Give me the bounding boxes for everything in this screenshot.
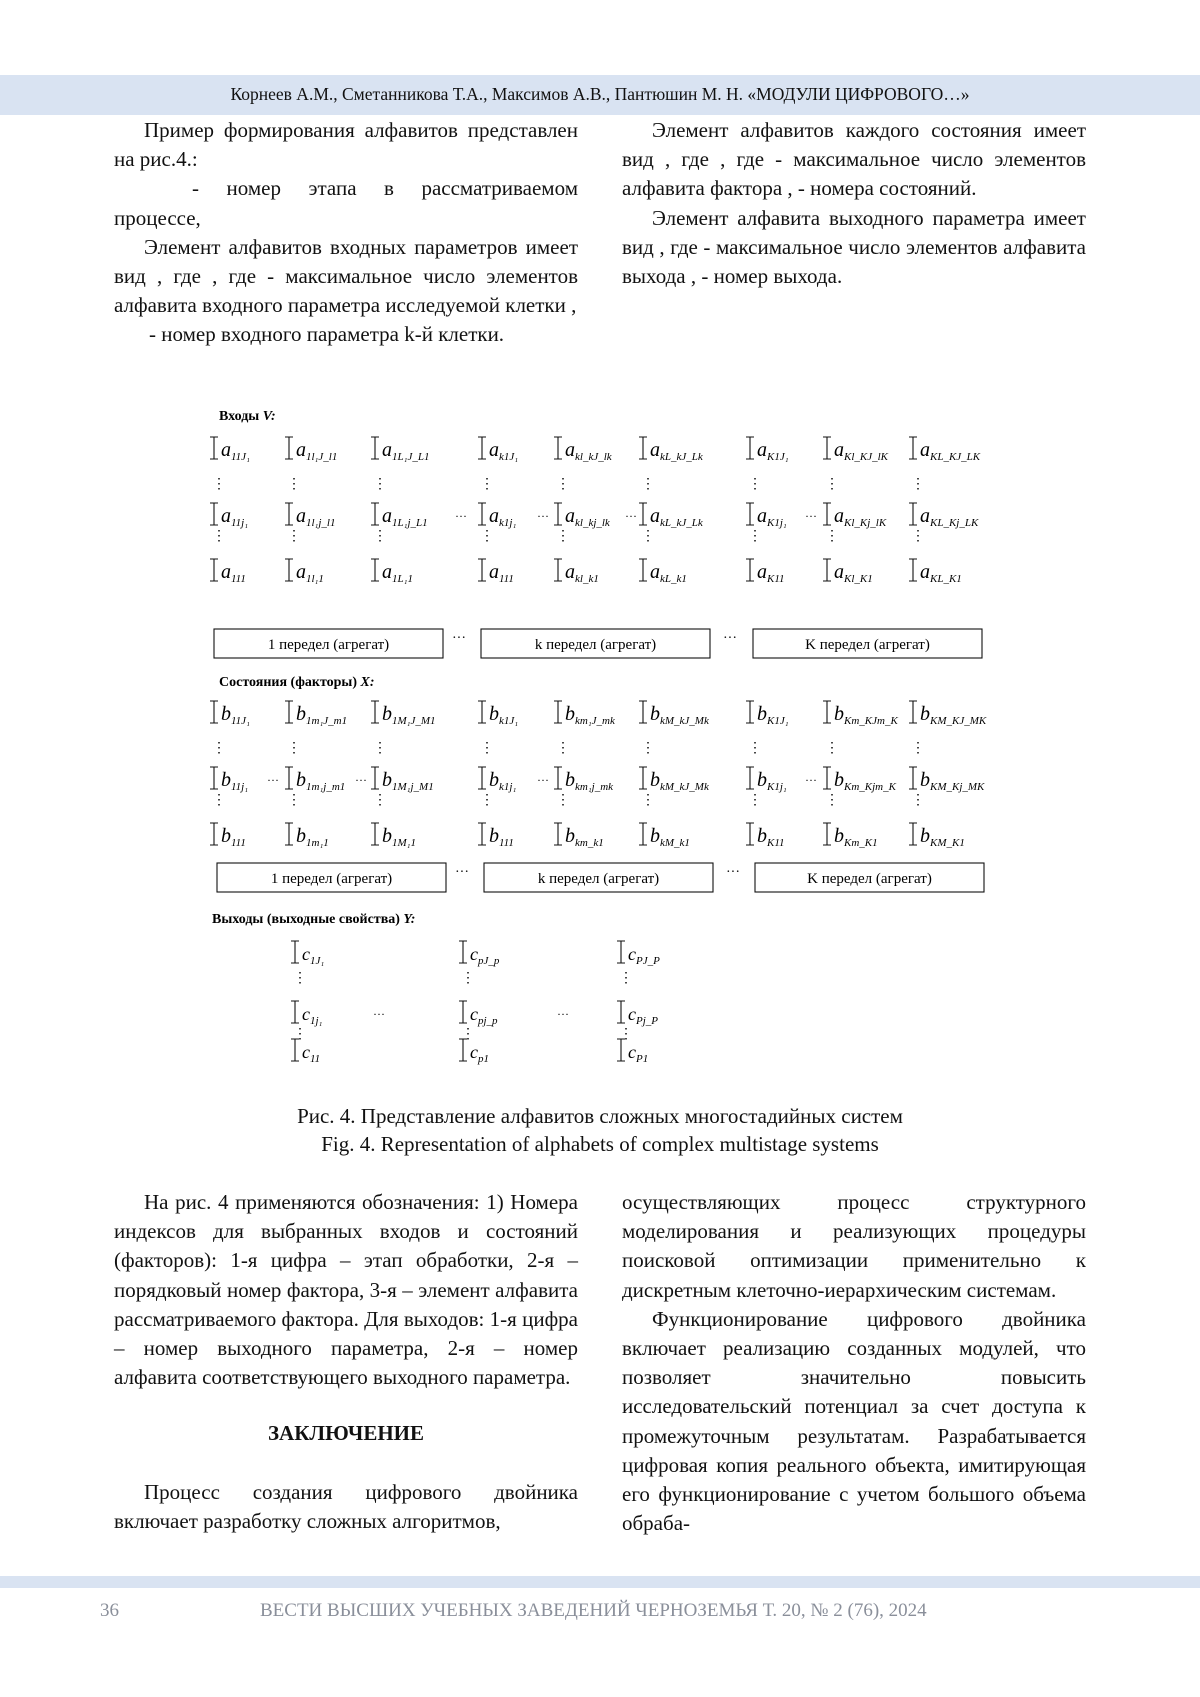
- bracket-mark: [459, 1039, 467, 1061]
- alphabet-element: $a_{kl\_kJ\_lk}$: [565, 439, 612, 463]
- vertical-dots: ⋮: [373, 741, 387, 756]
- bracket-mark: [823, 823, 831, 845]
- bracket-mark: [285, 767, 293, 789]
- alphabet-element: $a_{Kl\_Kj\_lK}$: [834, 505, 887, 529]
- vertical-dots: ⋮: [212, 741, 226, 756]
- vertical-dots: ⋮: [825, 793, 839, 808]
- bracket-mark: [371, 767, 379, 789]
- paragraph: Элемент алфавитов каждого состояния имеет вид , где , где - максимальное число элементов алфавита фактора , - номера состояний.: [622, 118, 1086, 201]
- figure-caption-ru: Рис. 4. Представление алфавитов сложных многостадийных систем: [297, 1104, 903, 1128]
- paragraph: осуществляющих процесс структурного моделирования и реализующих процедуры поисковой оптимизации применительно к дискретным клеточно-иерархическим системам.: [622, 1190, 1086, 1302]
- paragraph: Элемент алфавитов входных параметров имеет вид , где , где - максимальное число элементов алфавита входного параметра исследуемой клетки ,: [114, 234, 578, 318]
- stage-label: 1 передел (агрегат): [270, 871, 393, 887]
- bracket-mark: [823, 437, 831, 459]
- alphabet-element: $b_{KM\_Kj\_MK}$: [920, 769, 985, 793]
- alphabet-element: $b_{Km\_K1}$: [834, 825, 878, 849]
- vertical-dots: ⋮: [461, 1027, 475, 1042]
- vertical-dots: ⋮: [480, 477, 494, 492]
- vertical-dots: ⋮: [641, 793, 655, 808]
- bracket-mark: [554, 701, 562, 723]
- vertical-dots: ⋮: [619, 971, 633, 986]
- bracket-mark: [285, 701, 293, 723]
- bracket-mark: [909, 559, 917, 581]
- horizontal-dots: ···: [537, 773, 549, 787]
- bracket-mark: [639, 559, 647, 581]
- bracket-mark: [639, 701, 647, 723]
- alphabet-element: $a_{k1j_1}$: [489, 505, 517, 529]
- alphabet-element: $a_{kl\_kj\_lk}$: [565, 505, 610, 529]
- alphabet-element: $b_{km\_k1}$: [565, 825, 604, 849]
- bracket-mark: [371, 823, 379, 845]
- alphabet-element: $a_{1l_11}$: [296, 561, 324, 585]
- bracket-mark: [210, 767, 218, 789]
- bracket-mark: [210, 437, 218, 459]
- bracket-mark: [639, 767, 647, 789]
- alphabet-element: $a_{1l_1j\_l1}$: [296, 505, 336, 529]
- bracket-mark: [909, 767, 917, 789]
- alphabet-element: $a_{kL\_kJ\_Lk}$: [650, 439, 703, 463]
- inputs-title: Входы V:: [219, 409, 276, 424]
- horizontal-dots: ···: [625, 509, 637, 523]
- bracket-mark: [746, 823, 754, 845]
- bracket-mark: [210, 701, 218, 723]
- bracket-mark: [746, 503, 754, 525]
- alphabet-element: $a_{11J_1}$: [221, 439, 250, 463]
- vertical-dots: ⋮: [911, 477, 925, 492]
- alphabet-element: $c_{PJ\_P}$: [628, 944, 660, 967]
- bracket-mark: [285, 559, 293, 581]
- alphabet-element: $a_{kl\_k1}$: [565, 561, 599, 585]
- bracket-mark: [554, 823, 562, 845]
- stage-label: K передел (агрегат): [805, 637, 930, 653]
- bracket-mark: [746, 767, 754, 789]
- alphabet-element: $b_{KM\_K1}$: [920, 825, 965, 849]
- paragraph: На рис. 4 применяются обозначения: 1) Номера индексов для выбранных входов и состояний (факторов): 1-я цифра – этап обработки, 2-я – порядковый номер фактора, 3-я – элемент алфавита рассматриваемого фактора. Для выходов: 1-я цифра – номер выходного параметра, 2-я – номер алфавита соответствующего выходного параметра.: [114, 1190, 578, 1390]
- stage-ellipsis: ···: [455, 865, 469, 880]
- alphabet-element: $a_{K1J_1}$: [757, 439, 789, 463]
- stage-label: k передел (агрегат): [537, 871, 660, 887]
- bracket-mark: [478, 559, 486, 581]
- bracket-mark: [823, 503, 831, 525]
- bracket-mark: [478, 437, 486, 459]
- bracket-mark: [478, 503, 486, 525]
- horizontal-dots: ···: [557, 1007, 569, 1021]
- vertical-dots: ⋮: [825, 741, 839, 756]
- page-number: 36: [100, 1600, 119, 1621]
- bracket-mark: [459, 1001, 467, 1023]
- alphabet-element: $b_{kM\_kJ\_Mk}$: [650, 703, 709, 727]
- vertical-dots: ⋮: [911, 793, 925, 808]
- alphabet-element: $a_{1l_1J\_l1}$: [296, 439, 338, 463]
- vertical-dots: ⋮: [911, 741, 925, 756]
- bracket-mark: [746, 437, 754, 459]
- paragraph: Элемент алфавита выходного параметра имеет вид , где - максимальное число элементов алфавита выхода , - номер выхода.: [622, 205, 1086, 289]
- horizontal-dots: ···: [805, 773, 817, 787]
- vertical-dots: ⋮: [619, 1027, 633, 1042]
- alphabet-element: $a_{K11}$: [757, 561, 785, 585]
- bracket-mark: [617, 1039, 625, 1061]
- outputs-title: Выходы (выходные свойства) Y:: [212, 912, 416, 927]
- top-left-column: [114, 116, 578, 350]
- bracket-mark: [746, 701, 754, 723]
- vertical-dots: ⋮: [287, 529, 301, 544]
- alphabet-element: $a_{Kl\_K1}$: [834, 561, 873, 585]
- bracket-mark: [285, 437, 293, 459]
- vertical-dots: ⋮: [287, 477, 301, 492]
- paragraph: - номер входного параметра k-й клетки.: [149, 322, 505, 347]
- vertical-dots: ⋮: [556, 477, 570, 492]
- alphabet-element: $b_{Km\_Kjm\_K}$: [834, 769, 896, 793]
- alphabet-element: $b_{1m_1j\_m1}$: [296, 769, 346, 793]
- alphabet-element: $c_{Pj\_P}$: [628, 1004, 658, 1027]
- alphabet-element: $c_{1j_1}$: [302, 1004, 323, 1027]
- alphabet-element: $a_{111}$: [489, 561, 514, 585]
- alphabet-element: $a_{kL\_k1}$: [650, 561, 687, 585]
- horizontal-dots: ···: [355, 773, 367, 787]
- bracket-mark: [371, 503, 379, 525]
- running-title: Корнеев А.М., Сметанникова Т.А., Максимов А.В., Пантюшин М. Н. «МОДУЛИ ЦИФРОВОГО…»: [230, 84, 970, 104]
- vertical-dots: ⋮: [556, 529, 570, 544]
- alphabet-element: $c_{1J_1}$: [302, 944, 325, 967]
- vertical-dots: ⋮: [480, 793, 494, 808]
- bottom-right-column: [622, 1188, 1086, 1538]
- alphabet-element: $a_{K1j_1}$: [757, 505, 787, 529]
- stage-label: K передел (агрегат): [807, 871, 932, 887]
- alphabet-element: $b_{1M_11}$: [382, 825, 416, 849]
- alphabet-element: $b_{kM\_kJ\_Mk}$: [650, 769, 709, 793]
- alphabet-element: $b_{1m_11}$: [296, 825, 329, 849]
- footer-band: [0, 1576, 1200, 1588]
- horizontal-dots: ···: [455, 509, 467, 523]
- alphabet-element: $a_{KL\_Kj\_LK}$: [920, 505, 979, 529]
- states-title: Состояния (факторы) X:: [219, 675, 375, 690]
- alphabet-element: $b_{11J_1}$: [221, 703, 250, 727]
- stage-ellipsis: ···: [726, 865, 740, 880]
- paragraph: - номер этапа в рассматриваемом процессе,: [114, 176, 578, 230]
- bracket-mark: [617, 941, 625, 963]
- vertical-dots: ⋮: [641, 477, 655, 492]
- alphabet-element: $b_{KM\_KJ\_MK}$: [920, 703, 987, 727]
- alphabet-element: $b_{1m_1J\_m1}$: [296, 703, 348, 727]
- alphabet-element: $a_{KL\_KJ\_LK}$: [920, 439, 981, 463]
- alphabet-element: $b_{111}$: [489, 825, 514, 849]
- bracket-mark: [371, 559, 379, 581]
- stage-ellipsis: ···: [452, 631, 466, 646]
- bracket-mark: [909, 437, 917, 459]
- bracket-mark: [823, 559, 831, 581]
- alphabet-element: $b_{K1J_1}$: [757, 703, 789, 727]
- horizontal-dots: ···: [537, 509, 549, 523]
- vertical-dots: ⋮: [293, 1027, 307, 1042]
- bracket-mark: [639, 503, 647, 525]
- bracket-mark: [909, 823, 917, 845]
- alphabet-element: $b_{Km\_KJm\_K}$: [834, 703, 898, 727]
- vertical-dots: ⋮: [556, 793, 570, 808]
- alphabet-figure: [205, 398, 1025, 1088]
- section-title: ЗАКЛЮЧЕНИЕ: [267, 1421, 425, 1446]
- alphabet-element: $c_{P1}$: [628, 1042, 649, 1065]
- figure-caption-en: Fig. 4. Representation of alphabets of complex multistage systems: [321, 1132, 879, 1156]
- horizontal-dots: ···: [373, 1007, 385, 1021]
- alphabet-element: $a_{111}$: [221, 561, 246, 585]
- bracket-mark: [210, 823, 218, 845]
- alphabet-element: $a_{kL\_kJ\_Lk}$: [650, 505, 703, 529]
- alphabet-element: $b_{K1j_1}$: [757, 769, 787, 793]
- vertical-dots: ⋮: [287, 793, 301, 808]
- alphabet-element: $b_{11j_1}$: [221, 769, 249, 793]
- bracket-mark: [554, 559, 562, 581]
- alphabet-element: $a_{11j_1}$: [221, 505, 249, 529]
- vertical-dots: ⋮: [825, 477, 839, 492]
- vertical-dots: ⋮: [748, 793, 762, 808]
- bracket-mark: [291, 1039, 299, 1061]
- alphabet-element: $a_{1L_1j\_L1}$: [382, 505, 428, 529]
- vertical-dots: ⋮: [461, 971, 475, 986]
- vertical-dots: ⋮: [212, 793, 226, 808]
- alphabet-element: $a_{Kl\_KJ\_lK}$: [834, 439, 889, 463]
- vertical-dots: ⋮: [641, 741, 655, 756]
- vertical-dots: ⋮: [911, 529, 925, 544]
- bracket-mark: [285, 823, 293, 845]
- vertical-dots: ⋮: [212, 529, 226, 544]
- stage-label: 1 передел (агрегат): [267, 637, 390, 653]
- bracket-mark: [746, 559, 754, 581]
- alphabet-element: $a_{k1J_1}$: [489, 439, 519, 463]
- alphabet-element: $c_{pj\_p}$: [470, 1004, 498, 1027]
- bracket-mark: [639, 437, 647, 459]
- alphabet-element: $b_{K11}$: [757, 825, 785, 849]
- alphabet-element: $b_{km_1J\_mk}$: [565, 703, 615, 727]
- paragraph: Функционирование цифрового двойника включает реализацию созданных модулей, что позволяет значительно повысить исследовательский потенциал за счет доступа к промежуточным результатам. Разрабатывается цифровая копия реального объекта, имитирующая его функционирование с учетом большого объема обраба-: [622, 1306, 1086, 1536]
- bracket-mark: [823, 701, 831, 723]
- bracket-mark: [554, 503, 562, 525]
- vertical-dots: ⋮: [641, 529, 655, 544]
- bracket-mark: [639, 823, 647, 845]
- alphabet-element: $b_{km_1j\_mk}$: [565, 769, 614, 793]
- bracket-mark: [909, 701, 917, 723]
- vertical-dots: ⋮: [212, 477, 226, 492]
- bracket-mark: [291, 941, 299, 963]
- vertical-dots: ⋮: [748, 529, 762, 544]
- stage-ellipsis: ···: [723, 631, 737, 646]
- alphabet-element: $c_{pJ\_p}$: [470, 944, 500, 967]
- bottom-left-column: [114, 1188, 578, 1536]
- vertical-dots: ⋮: [480, 529, 494, 544]
- vertical-dots: ⋮: [373, 793, 387, 808]
- alphabet-element: $c_{11}$: [302, 1042, 321, 1065]
- alphabet-element: $b_{k1j_1}$: [489, 769, 517, 793]
- alphabet-element: $a_{KL\_K1}$: [920, 561, 962, 585]
- stage-label: k передел (агрегат): [534, 637, 657, 653]
- bracket-mark: [554, 437, 562, 459]
- alphabet-element: $b_{k1J_1}$: [489, 703, 519, 727]
- vertical-dots: ⋮: [287, 741, 301, 756]
- vertical-dots: ⋮: [373, 529, 387, 544]
- vertical-dots: ⋮: [748, 741, 762, 756]
- horizontal-dots: ···: [805, 509, 817, 523]
- alphabet-element: $a_{1L_1J\_L1}$: [382, 439, 430, 463]
- vertical-dots: ⋮: [293, 971, 307, 986]
- vertical-dots: ⋮: [373, 477, 387, 492]
- bracket-mark: [210, 503, 218, 525]
- bracket-mark: [291, 1001, 299, 1023]
- bracket-mark: [285, 503, 293, 525]
- horizontal-dots: ···: [267, 773, 279, 787]
- paragraph: Процесс создания цифрового двойника включает разработку сложных алгоритмов,: [114, 1479, 578, 1533]
- journal-title: ВЕСТИ ВЫСШИХ УЧЕБНЫХ ЗАВЕДЕНИЙ ЧЕРНОЗЕМЬЯ Т. 20, № 2 (76), 2024: [260, 1600, 927, 1621]
- bracket-mark: [478, 767, 486, 789]
- alphabet-element: $b_{1M_1J\_M1}$: [382, 703, 436, 727]
- alphabet-element: $c_{p1}$: [470, 1042, 489, 1065]
- vertical-dots: ⋮: [556, 741, 570, 756]
- bracket-mark: [823, 767, 831, 789]
- vertical-dots: ⋮: [480, 741, 494, 756]
- bracket-mark: [554, 767, 562, 789]
- alphabet-element: $b_{kM\_k1}$: [650, 825, 690, 849]
- paragraph: Пример формирования алфавитов представлен на рис.4.:: [114, 118, 578, 172]
- alphabet-element: $a_{1L_11}$: [382, 561, 413, 585]
- bracket-mark: [617, 1001, 625, 1023]
- bracket-mark: [478, 823, 486, 845]
- vertical-dots: ⋮: [825, 529, 839, 544]
- bracket-mark: [371, 437, 379, 459]
- alphabet-element: $b_{1M_1j\_M1}$: [382, 769, 434, 793]
- top-right-column: [622, 116, 1086, 291]
- bracket-mark: [371, 701, 379, 723]
- vertical-dots: ⋮: [748, 477, 762, 492]
- bracket-mark: [478, 701, 486, 723]
- bracket-mark: [909, 503, 917, 525]
- alphabet-element: $b_{111}$: [221, 825, 246, 849]
- bracket-mark: [459, 941, 467, 963]
- bracket-mark: [210, 559, 218, 581]
